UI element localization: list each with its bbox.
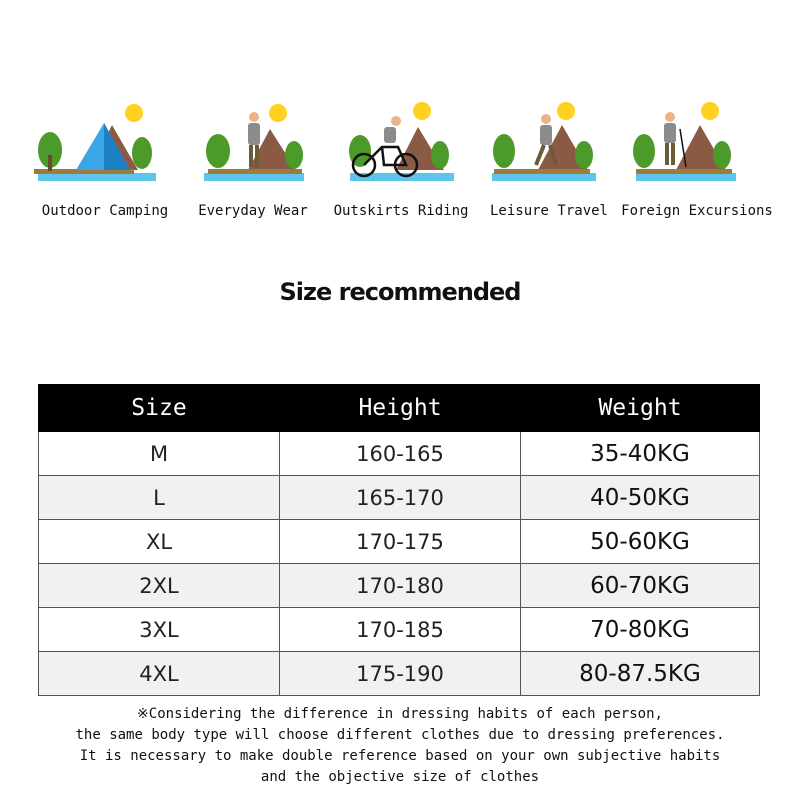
note-line: and the objective size of clothes [260, 769, 540, 785]
size-note [0, 704, 800, 788]
size-table [38, 384, 760, 696]
weight-cell: 60-70KG [521, 564, 760, 608]
scene-label: Foreign Excursions [621, 203, 773, 219]
note-line: the same body type will choose different clothes due to dressing preferences. [75, 727, 725, 743]
table-row [39, 432, 760, 476]
scene-everyday-wear [178, 95, 328, 235]
cyclist-icon [326, 95, 466, 195]
activity-scenes [30, 95, 790, 235]
note-line: It is necessary to make double reference based on your own subjective habits [79, 748, 721, 764]
height-cell: 170-185 [280, 608, 521, 652]
weight-cell: 80-87.5KG [521, 652, 760, 696]
tent-camping-icon [30, 95, 170, 195]
height-cell: 165-170 [280, 476, 521, 520]
size-cell: XL [39, 520, 280, 564]
scene-label: Everyday Wear [198, 203, 308, 219]
note-line: ※Considering the difference in dressing habits of each person, [137, 706, 663, 722]
scene-label: Outdoor Camping [41, 203, 169, 219]
size-cell: M [39, 432, 280, 476]
scene-label: Outskirts Riding [333, 203, 469, 219]
hiker-icon [474, 95, 614, 195]
size-cell: L [39, 476, 280, 520]
scene-leisure-travel [474, 95, 624, 235]
weight-cell: 50-60KG [521, 520, 760, 564]
height-cell: 175-190 [280, 652, 521, 696]
height-cell: 160-165 [280, 432, 521, 476]
table-row [39, 564, 760, 608]
trekker-icon [622, 95, 762, 195]
column-header-weight: Weight [521, 385, 760, 432]
scene-foreign-excursions [622, 95, 772, 235]
scene-outdoor-camping [30, 95, 180, 235]
table-header-row [39, 385, 760, 432]
column-header-size: Size [39, 385, 280, 432]
weight-cell: 35-40KG [521, 432, 760, 476]
size-cell: 4XL [39, 652, 280, 696]
scene-outskirts-riding [326, 95, 476, 235]
column-header-height: Height [280, 385, 521, 432]
size-heading: Size recommended [279, 278, 521, 306]
person-standing-icon [178, 95, 318, 195]
scene-label: Leisure Travel [489, 203, 608, 219]
weight-cell: 70-80KG [521, 608, 760, 652]
size-cell: 2XL [39, 564, 280, 608]
table-row [39, 608, 760, 652]
size-cell: 3XL [39, 608, 280, 652]
table-row [39, 652, 760, 696]
table-row [39, 520, 760, 564]
table-row [39, 476, 760, 520]
height-cell: 170-175 [280, 520, 521, 564]
weight-cell: 40-50KG [521, 476, 760, 520]
height-cell: 170-180 [280, 564, 521, 608]
